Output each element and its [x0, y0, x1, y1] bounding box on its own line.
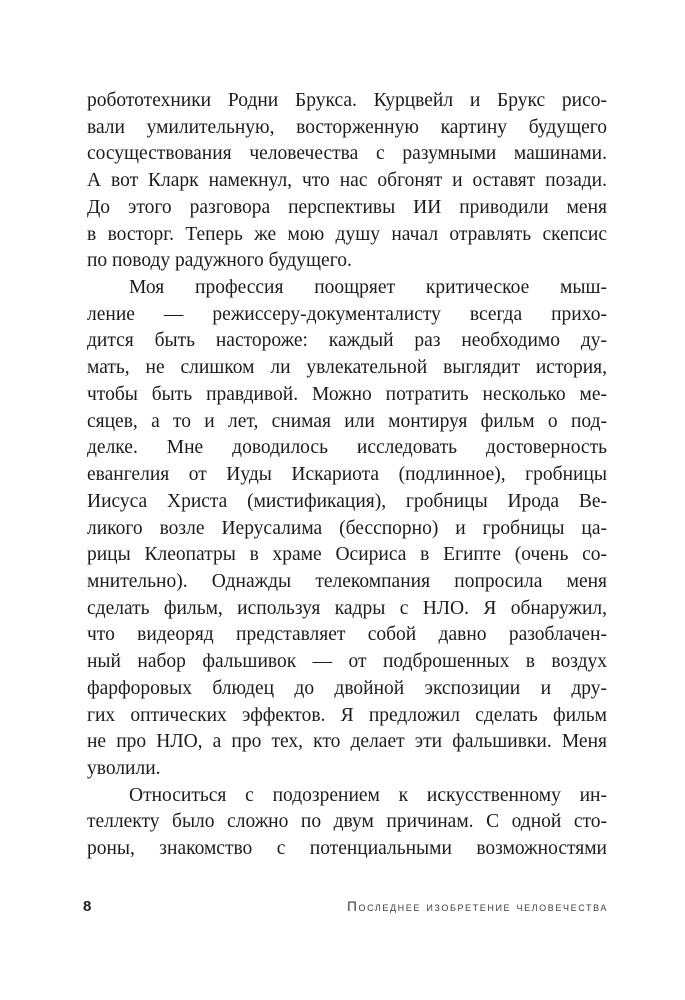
text-line: по поводу радужного будущего. [87, 250, 352, 272]
text-line: чтобы быть правдивой. Можно потратить несколько ме- [87, 383, 607, 405]
text-line: Моя профессия поощряет критическое мыш- [129, 277, 607, 299]
text-line: в восторг. Теперь же мою душу начал отравлять скепсис [87, 223, 607, 245]
text-line: сяцев, а то и лет, снимая или монтируя фильм о под- [87, 410, 607, 432]
text-line: что видеоряд представляет собой давно разоблачен- [87, 624, 607, 646]
text-line: рицы Клеопатры в храме Осириса в Египте (очень со- [87, 544, 607, 566]
text-line: мать, не слишком ли увлекательной выглядит история, [87, 357, 607, 379]
text-line: вали умилительную, восторженную картину будущего [87, 116, 607, 138]
text-line: сосуществования человечества с разумными машинами. [87, 143, 607, 165]
text-line: теллекту было сложно по двум причинам. С одной сто- [87, 811, 607, 833]
text-line: уволили. [87, 757, 161, 779]
text-line: роны, знакомство с потенциальными возможностями [87, 838, 607, 860]
text-line: мнительно). Однажды телекомпания попросила меня [87, 570, 607, 592]
text-line: До этого разговора перспективы ИИ приводили меня [87, 196, 607, 218]
text-line: ликого возле Иерусалима (бесспорно) и гробницы ца- [87, 517, 607, 539]
text-line: ление — режиссеру-документалисту всегда прихо- [87, 303, 607, 325]
page-number: 8 [83, 898, 92, 915]
page-text-block [87, 88, 607, 863]
text-line: гих оптических эффектов. Я предложил сделать фильм [87, 704, 607, 726]
text-line: евангелия от Иуды Искариота (подлинное), гробницы [87, 464, 607, 486]
text-line: делке. Мне доводилось исследовать достоверность [87, 437, 607, 459]
text-line: А вот Кларк намекнул, что нас обгонят и оставят позади. [87, 170, 607, 192]
text-line: фарфоровых блюдец до двойной экспозиции и дру- [87, 677, 607, 699]
text-line: ный набор фальшивок — от подброшенных в воздух [87, 651, 607, 673]
text-line: Относиться с подозрением к искусственному ин- [129, 784, 607, 806]
running-title: Последнее изобретение человечества [347, 899, 608, 914]
text-line: сделать фильм, используя кадры с НЛО. Я обнаружил, [87, 597, 607, 619]
page-footer [83, 898, 608, 915]
text-line: Иисуса Христа (мистификация), гробницы Ирода Ве- [87, 490, 607, 512]
text-line: робототехники Родни Брукса. Курцвейл и Брукс рисо- [87, 90, 607, 111]
text-line: дится быть настороже: каждый раз необходимо ду- [87, 330, 607, 352]
text-line: не про НЛО, а про тех, кто делает эти фальшивки. Меня [87, 731, 607, 753]
